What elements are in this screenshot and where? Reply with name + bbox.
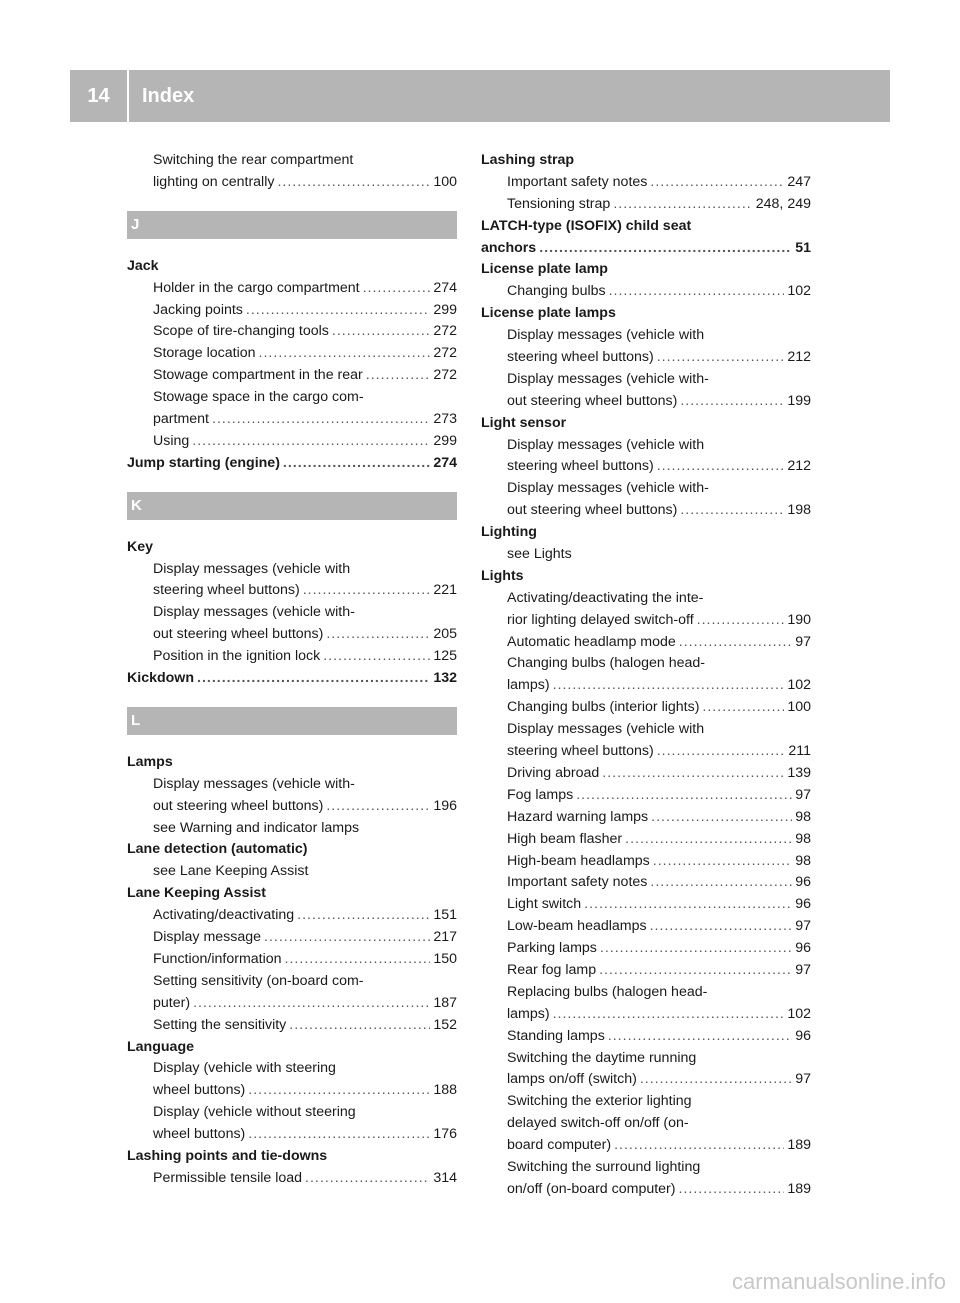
index-entry-label: Parking lamps bbox=[507, 940, 597, 957]
index-entry[interactable] bbox=[481, 851, 811, 873]
page-reference[interactable]: 96 bbox=[795, 1027, 811, 1044]
index-entry[interactable] bbox=[481, 238, 811, 260]
index-subentry-text: Switching the exterior lighting bbox=[507, 1093, 692, 1110]
index-entry-label: lamps on/off (switch) bbox=[507, 1071, 637, 1088]
dot-leader bbox=[264, 927, 430, 949]
index-entry[interactable] bbox=[481, 960, 811, 982]
index-subentry-text: Display messages (vehicle with bbox=[153, 560, 351, 577]
index-entry[interactable] bbox=[127, 796, 457, 818]
index-term: Lamps bbox=[127, 753, 173, 770]
page-reference[interactable]: 102 bbox=[787, 677, 811, 694]
index-entry-label: Stowage compartment in the rear bbox=[153, 367, 363, 384]
index-entry-label: Storage location bbox=[153, 345, 256, 362]
index-entry[interactable] bbox=[127, 949, 457, 971]
dot-leader bbox=[600, 938, 792, 960]
dot-leader bbox=[657, 456, 785, 478]
index-subentry-text: Switching the surround lighting bbox=[507, 1158, 701, 1175]
page-reference[interactable]: 247 bbox=[787, 173, 811, 190]
page-reference[interactable]: 102 bbox=[787, 283, 811, 300]
page-reference[interactable]: 299 bbox=[433, 301, 457, 318]
index-entry[interactable] bbox=[127, 624, 457, 646]
index-entry-label: lamps) bbox=[507, 1005, 550, 1022]
index-entry-label: Light switch bbox=[507, 896, 582, 913]
index-letter-heading: L bbox=[127, 707, 457, 735]
index-entry-label: steering wheel buttons) bbox=[507, 458, 654, 475]
index-entry[interactable] bbox=[127, 1168, 457, 1190]
dot-leader bbox=[283, 453, 430, 475]
index-subentry-text: Display messages (vehicle with bbox=[507, 721, 705, 738]
index-subentry-text: see Lights bbox=[507, 546, 572, 563]
index-term: Lane detection (automatic) bbox=[127, 841, 308, 858]
index-entry-label: High beam flasher bbox=[507, 830, 623, 847]
dot-leader bbox=[584, 894, 792, 916]
dot-leader bbox=[303, 580, 431, 602]
page-reference[interactable]: 98 bbox=[795, 808, 811, 825]
index-entry[interactable] bbox=[481, 1004, 811, 1026]
index-entry-label: Kickdown bbox=[127, 670, 195, 687]
index-entry-label: Changing bulbs bbox=[507, 283, 606, 300]
dot-leader bbox=[657, 347, 785, 369]
page-reference[interactable]: 188 bbox=[433, 1082, 457, 1099]
page-number: 14 bbox=[87, 84, 110, 107]
page-reference[interactable]: 211 bbox=[788, 743, 811, 760]
page-reference[interactable]: 187 bbox=[433, 994, 457, 1011]
dot-leader bbox=[608, 1026, 792, 1048]
index-entry[interactable] bbox=[481, 391, 811, 413]
index-entry[interactable] bbox=[127, 409, 457, 431]
page-reference[interactable]: 51 bbox=[795, 239, 811, 256]
index-entry-label: out steering wheel buttons) bbox=[153, 797, 324, 814]
index-entry[interactable] bbox=[127, 927, 457, 949]
index-entry[interactable] bbox=[481, 785, 811, 807]
index-entry[interactable] bbox=[127, 278, 457, 300]
page-reference[interactable]: 314 bbox=[433, 1169, 457, 1186]
dot-leader bbox=[246, 300, 430, 322]
index-entry-label: Important safety notes bbox=[507, 874, 648, 891]
dot-leader bbox=[366, 365, 431, 387]
dot-leader bbox=[277, 172, 430, 194]
index-subentry-text: Display (vehicle with steering bbox=[153, 1060, 336, 1077]
dot-leader bbox=[259, 343, 431, 365]
index-entry[interactable] bbox=[127, 668, 457, 690]
watermark: carmanualsonline.info bbox=[731, 1269, 946, 1294]
index-entry-label: wheel buttons) bbox=[153, 1082, 246, 1099]
page-reference[interactable]: 125 bbox=[433, 648, 457, 665]
index-subentry-text: Display messages (vehicle with- bbox=[153, 604, 355, 621]
index-entry[interactable] bbox=[481, 741, 811, 763]
dot-leader bbox=[305, 1168, 430, 1190]
page-reference[interactable]: 221 bbox=[433, 582, 457, 599]
index-term: Jack bbox=[127, 257, 159, 274]
page-reference[interactable]: 190 bbox=[787, 611, 811, 628]
index-term: Lane Keeping Assist bbox=[127, 885, 267, 902]
index-term: Lashing points and tie-downs bbox=[127, 1147, 328, 1164]
index-term: Light sensor bbox=[481, 414, 567, 431]
index-entry-label: Standing lamps bbox=[507, 1027, 605, 1044]
header-divider bbox=[127, 70, 129, 122]
index-term: Lighting bbox=[481, 524, 537, 541]
index-entry[interactable] bbox=[481, 1179, 811, 1201]
index-entry[interactable] bbox=[127, 905, 457, 927]
index-entry-label: lamps) bbox=[507, 677, 550, 694]
index-entry-label: Position in the ignition lock bbox=[153, 648, 321, 665]
page-reference[interactable]: 299 bbox=[433, 432, 457, 449]
index-entry[interactable] bbox=[481, 347, 811, 369]
index-entry-label: Tensioning strap bbox=[507, 195, 611, 212]
index-entry[interactable] bbox=[127, 343, 457, 365]
dot-leader bbox=[248, 1124, 430, 1146]
index-entry-label: lighting on centrally bbox=[153, 173, 275, 190]
dot-leader bbox=[679, 632, 792, 654]
page-title: Index bbox=[142, 85, 195, 107]
dot-leader bbox=[539, 238, 792, 260]
page-reference[interactable]: 212 bbox=[787, 458, 811, 475]
dot-leader bbox=[212, 409, 430, 431]
index-entry[interactable] bbox=[481, 281, 811, 303]
index-subentry-text: Stowage space in the cargo com- bbox=[153, 389, 364, 406]
index-term: License plate lamps bbox=[481, 305, 616, 322]
index-subentry-text: see Warning and indicator lamps bbox=[153, 819, 360, 836]
dot-leader bbox=[679, 1179, 785, 1201]
index-entry-label: Changing bulbs (interior lights) bbox=[507, 699, 700, 716]
index-entry[interactable] bbox=[481, 610, 811, 632]
index-subentry-text: Display messages (vehicle with bbox=[507, 436, 705, 453]
dot-leader bbox=[650, 872, 792, 894]
page-reference[interactable]: 96 bbox=[795, 874, 811, 891]
dot-leader bbox=[576, 785, 792, 807]
page-reference[interactable]: 272 bbox=[433, 323, 457, 340]
dot-leader bbox=[614, 1135, 784, 1157]
dot-leader bbox=[193, 993, 430, 1015]
index-entry[interactable] bbox=[481, 807, 811, 829]
page-reference[interactable]: 189 bbox=[787, 1137, 811, 1154]
dot-leader bbox=[363, 278, 431, 300]
page-reference[interactable]: 217 bbox=[433, 929, 457, 946]
index-entry[interactable] bbox=[127, 1124, 457, 1146]
index-entry-label: Activating/deactivating bbox=[153, 907, 295, 924]
index-entry[interactable] bbox=[481, 763, 811, 785]
page-reference[interactable]: 96 bbox=[795, 940, 811, 957]
page-reference[interactable]: 198 bbox=[787, 502, 811, 519]
dot-leader bbox=[657, 741, 786, 763]
index-subentry-text: Setting sensitivity (on-board com- bbox=[153, 972, 364, 989]
index-entry-label: rior lighting delayed switch-off bbox=[507, 611, 694, 628]
index-subentry-text: Changing bulbs (halogen head- bbox=[507, 655, 705, 672]
dot-leader bbox=[332, 321, 430, 343]
index-entry[interactable] bbox=[481, 500, 811, 522]
index-entry[interactable] bbox=[127, 646, 457, 668]
dot-leader bbox=[680, 391, 784, 413]
index-entry-label: Holder in the cargo compartment bbox=[153, 279, 360, 296]
index-subentry-text: Switching the rear compartment bbox=[153, 152, 354, 168]
index-column-right bbox=[481, 150, 811, 1201]
index-entry[interactable] bbox=[481, 697, 811, 719]
index-entry[interactable] bbox=[481, 872, 811, 894]
dot-leader bbox=[609, 281, 785, 303]
index-entry[interactable] bbox=[127, 580, 457, 602]
index-entry-label: Jump starting (engine) bbox=[127, 454, 280, 471]
index-entry[interactable] bbox=[127, 365, 457, 387]
dot-leader bbox=[653, 851, 792, 873]
page-reference[interactable]: 176 bbox=[433, 1126, 457, 1143]
page-reference[interactable]: 273 bbox=[433, 411, 457, 428]
index-entry[interactable] bbox=[127, 321, 457, 343]
index-subentry-text: Display messages (vehicle with- bbox=[153, 775, 355, 792]
dot-leader bbox=[192, 431, 430, 453]
page-reference[interactable]: 272 bbox=[433, 367, 457, 384]
index-letter-heading: J bbox=[127, 211, 457, 239]
index-subentry-text: Replacing bulbs (halogen head- bbox=[507, 983, 708, 1000]
index-entry[interactable] bbox=[481, 172, 811, 194]
dot-leader bbox=[285, 949, 431, 971]
index-entry-label: anchors bbox=[481, 239, 537, 256]
index-entry-label: Setting the sensitivity bbox=[153, 1016, 287, 1033]
index-entry-label: Driving abroad bbox=[507, 764, 600, 781]
index-entry-label: Rear fog lamp bbox=[507, 961, 597, 978]
index-entry[interactable] bbox=[127, 453, 457, 475]
index-entry-label: Fog lamps bbox=[507, 786, 574, 803]
dot-leader bbox=[613, 194, 752, 216]
page-reference[interactable]: 274 bbox=[433, 279, 457, 296]
index-entry-label: Scope of tire-changing tools bbox=[153, 323, 329, 340]
index-entry-label: High-beam headlamps bbox=[507, 852, 650, 869]
page-reference[interactable]: 272 bbox=[433, 345, 457, 362]
page-reference[interactable]: 100 bbox=[787, 699, 811, 716]
index-entry[interactable] bbox=[481, 194, 811, 216]
index-entry[interactable] bbox=[481, 1135, 811, 1157]
page-reference[interactable]: 132 bbox=[433, 670, 457, 687]
index-entry-label: Automatic headlamp mode bbox=[507, 633, 676, 650]
index-entry[interactable] bbox=[481, 675, 811, 697]
index-term: Lashing strap bbox=[481, 152, 575, 168]
page-reference[interactable]: 97 bbox=[795, 918, 811, 935]
page-reference[interactable]: 199 bbox=[787, 392, 811, 409]
index-entry[interactable] bbox=[481, 632, 811, 654]
dot-leader bbox=[602, 763, 784, 785]
index-entry-label: out steering wheel buttons) bbox=[507, 502, 678, 519]
dot-leader bbox=[248, 1080, 430, 1102]
index-subentry-text: Switching the daytime running bbox=[507, 1049, 697, 1066]
page-reference[interactable]: 139 bbox=[787, 764, 811, 781]
dot-leader bbox=[650, 916, 793, 938]
index-entry-label: on/off (on-board computer) bbox=[507, 1180, 676, 1197]
page-reference[interactable]: 152 bbox=[433, 1016, 457, 1033]
index-term: LATCH-type (ISOFIX) child seat bbox=[481, 217, 692, 234]
index-entry[interactable] bbox=[127, 1015, 457, 1037]
dot-leader bbox=[702, 697, 784, 719]
index-entry-label: steering wheel buttons) bbox=[153, 582, 300, 599]
index-term: Key bbox=[127, 538, 154, 555]
dot-leader bbox=[326, 796, 430, 818]
page-reference[interactable]: 212 bbox=[787, 349, 811, 366]
index-subentry-text: see Lane Keeping Assist bbox=[153, 863, 309, 880]
index-entry[interactable] bbox=[127, 300, 457, 322]
index-entry[interactable] bbox=[481, 938, 811, 960]
index-entry-label: puter) bbox=[153, 994, 191, 1011]
dot-leader bbox=[289, 1015, 430, 1037]
page-reference[interactable]: 96 bbox=[795, 896, 811, 913]
dot-leader bbox=[553, 675, 785, 697]
index-subentry-text: Activating/deactivating the inte- bbox=[507, 589, 704, 606]
index-entry[interactable] bbox=[481, 829, 811, 851]
index-entry-label: Permissible tensile load bbox=[153, 1169, 303, 1186]
dot-leader bbox=[697, 610, 785, 632]
index-entry[interactable] bbox=[127, 1080, 457, 1102]
index-entry[interactable] bbox=[481, 916, 811, 938]
dot-leader bbox=[599, 960, 792, 982]
index-column-left bbox=[127, 150, 457, 1190]
page-reference[interactable]: 205 bbox=[433, 626, 457, 643]
index-entry-label: Display message bbox=[153, 929, 262, 946]
page-reference[interactable]: 150 bbox=[433, 950, 457, 967]
index-subentry-text: Display messages (vehicle with- bbox=[507, 480, 709, 497]
index-entry-label: Using bbox=[153, 432, 190, 449]
index-subentry-text: delayed switch-off on/off (on- bbox=[507, 1115, 689, 1132]
index-entry[interactable] bbox=[127, 172, 457, 194]
index-entry-label: Hazard warning lamps bbox=[507, 808, 649, 825]
index-entry-label: partment bbox=[153, 411, 209, 428]
index-term: Language bbox=[127, 1038, 195, 1055]
index-entry[interactable] bbox=[481, 1069, 811, 1091]
dot-leader bbox=[326, 624, 430, 646]
index-subentry-text: Display messages (vehicle with bbox=[507, 327, 705, 344]
dot-leader bbox=[640, 1069, 792, 1091]
index-entry[interactable] bbox=[481, 456, 811, 478]
index-entry-label: Important safety notes bbox=[507, 173, 648, 190]
index-entry[interactable] bbox=[481, 894, 811, 916]
index-term: Lights bbox=[481, 567, 524, 584]
page-reference[interactable]: 97 bbox=[795, 1071, 811, 1088]
index-entry-label: wheel buttons) bbox=[153, 1126, 246, 1143]
page-reference[interactable]: 98 bbox=[795, 830, 811, 847]
page-reference[interactable]: 274 bbox=[433, 454, 457, 471]
dot-leader bbox=[650, 172, 784, 194]
index-letter-heading: K bbox=[127, 492, 457, 520]
index-subentry-text: Display messages (vehicle with- bbox=[507, 370, 709, 387]
index-subentry-text: Display (vehicle without steering bbox=[153, 1104, 356, 1121]
page-reference[interactable]: 248, 249 bbox=[755, 195, 811, 212]
dot-leader bbox=[651, 807, 792, 829]
index-entry-label: board computer) bbox=[507, 1137, 612, 1154]
index-entry[interactable] bbox=[127, 431, 457, 453]
index-entry-label: Jacking points bbox=[153, 301, 243, 318]
dot-leader bbox=[197, 668, 430, 690]
dot-leader bbox=[297, 905, 430, 927]
dot-leader bbox=[323, 646, 430, 668]
dot-leader bbox=[625, 829, 792, 851]
page-reference[interactable]: 97 bbox=[795, 786, 811, 803]
page-reference[interactable]: 98 bbox=[795, 852, 811, 869]
page-reference[interactable]: 100 bbox=[433, 173, 457, 190]
index-entry-label: out steering wheel buttons) bbox=[507, 392, 678, 409]
page-reference[interactable]: 151 bbox=[433, 907, 457, 924]
dot-leader bbox=[680, 500, 784, 522]
page-reference[interactable]: 97 bbox=[795, 633, 811, 650]
page-reference[interactable]: 102 bbox=[787, 1005, 811, 1022]
index-entry-label: Low-beam headlamps bbox=[507, 918, 647, 935]
index-entry[interactable] bbox=[481, 1026, 811, 1048]
index-entry-label: steering wheel buttons) bbox=[507, 349, 654, 366]
dot-leader bbox=[553, 1004, 785, 1026]
index-entry-label: out steering wheel buttons) bbox=[153, 626, 324, 643]
index-entry[interactable] bbox=[127, 993, 457, 1015]
index-entry-label: Function/information bbox=[153, 950, 282, 967]
index-entry-label: steering wheel buttons) bbox=[507, 743, 654, 760]
page-reference[interactable]: 196 bbox=[433, 797, 457, 814]
page-reference[interactable]: 189 bbox=[787, 1180, 811, 1197]
index-term: License plate lamp bbox=[481, 261, 608, 278]
page-reference[interactable]: 97 bbox=[795, 961, 811, 978]
